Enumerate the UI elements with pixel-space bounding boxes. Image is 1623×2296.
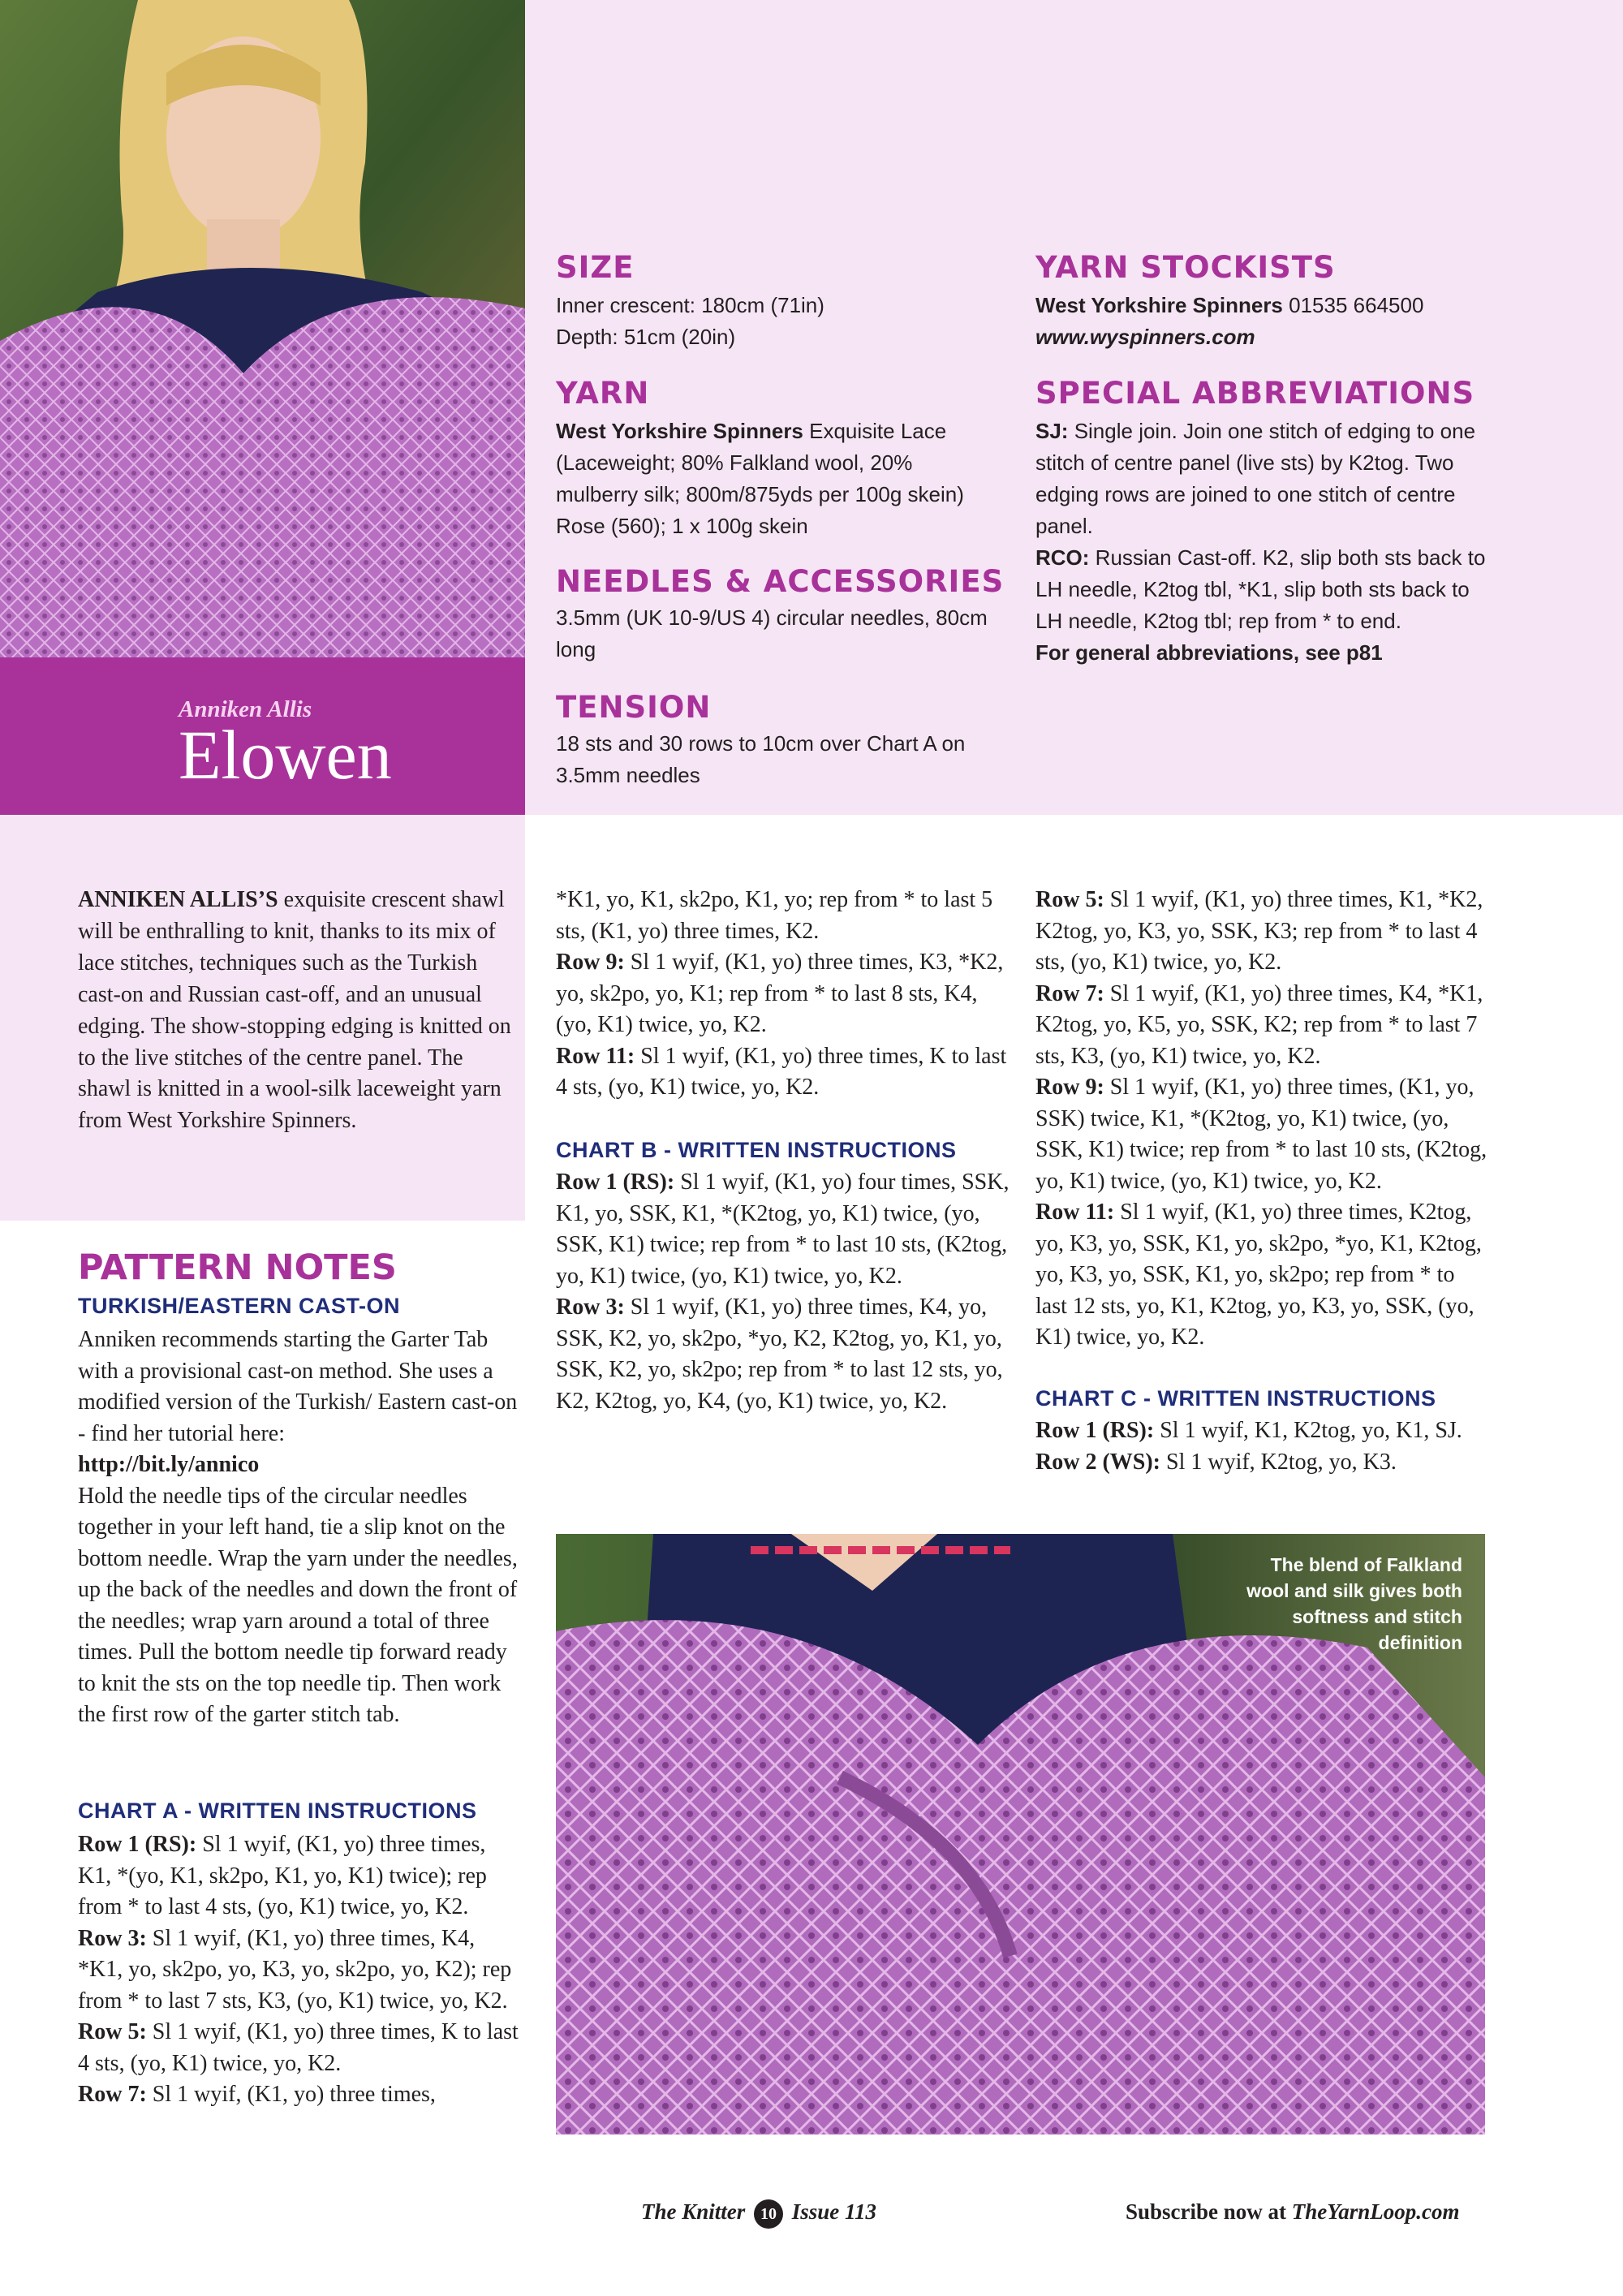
row-label: Row 1 (RS): (78, 1832, 197, 1857)
row-text: Sl 1 wyif, (K1, yo) three times, K4, *K1, yo, sk2po, yo, K3, yo, sk2po, yo, K2); rep from * to last 7 sts, K3, (yo, K1) twice, yo, K2. (78, 1925, 512, 2014)
chart-c-heading: CHART C - WRITTEN INSTRUCTIONS (1035, 1386, 1436, 1411)
caston-heading: TURKISH/EASTERN CAST-ON (78, 1294, 401, 1318)
row-label: Row 7: (78, 2082, 147, 2107)
row-text: Sl 1 wyif, (K1, yo) three times, K4, yo, SSK, K2, yo, sk2po, *yo, K2, K2tog, yo, K1, yo, SSK, K2, yo, sk2po; rep from * to last 12 sts, yo, K2, K2tog, yo, K4, (yo, K1) twice, yo, K2. (556, 1294, 1003, 1414)
size-line: Inner crescent: 180cm (71in) (556, 293, 824, 317)
photo-caption: The blend of Falkland wool and silk gives both softness and stitch definition (1246, 1554, 1462, 1653)
row-text: Sl 1 wyif, (K1, yo) four times, SSK, K1, yo, SSK, K1, *(K2tog, yo, K1) twice, (yo, SSK, K1) twice; rep from * to last 10 sts, (K2tog, yo, K1) twice, (yo, K1) twice, yo, K2. (556, 1170, 1010, 1289)
row-text: Sl 1 wyif, K2tog, yo, K3. (1160, 1449, 1397, 1475)
row-text: Sl 1 wyif, (K1, yo) three times, K4, *K1, K2tog, yo, K5, yo, SSK, K2; rep from * to last 7 sts, K3, (yo, K1) twice, yo, K2. (1035, 980, 1483, 1069)
stockist-phone: 01535 664500 (1282, 293, 1424, 317)
row-label: Row 1 (RS): (1035, 1418, 1155, 1443)
yarn-brand: West Yorkshire Spinners (556, 419, 803, 443)
row-label: Row 9: (556, 950, 625, 975)
caston-link[interactable]: http://bit.ly/annico (78, 1452, 260, 1477)
stockist-url[interactable]: www.wyspinners.com (1035, 325, 1255, 349)
needles-text: 3.5mm (UK 10-9/US 4) circular needles, 80cm long (556, 605, 988, 661)
row-label: Row 11: (556, 1043, 635, 1069)
row-text: Sl 1 wyif, (K1, yo) three times, K1, *(yo, K1, sk2po, K1, yo, K1) twice); rep from * to last 4 sts, (yo, K1) twice, yo, K2. (78, 1832, 487, 1919)
stockists-heading: YARN STOCKISTS (1035, 250, 1336, 285)
caston-paragraph: Anniken recommends starting the Garter Tab with a provisional cast-on method. She uses a modified version of the Turkish/ Eastern cast-on - find her tutorial here: (78, 1327, 518, 1446)
chart-b-heading: CHART B - WRITTEN INSTRUCTIONS (556, 1138, 957, 1162)
intro-text (78, 885, 516, 1137)
footer-issue (641, 2199, 876, 2229)
row-text: *K1, yo, K1, sk2po, K1, yo; rep from * to last 5 sts, (K1, yo) three times, K2. (556, 887, 993, 944)
tension-heading: TENSION (556, 690, 712, 725)
abbreviations-heading: SPECIAL ABBREVIATIONS (1035, 376, 1475, 411)
footer-subscribe (1126, 2199, 1460, 2225)
magazine-name: The Knitter (641, 2199, 746, 2225)
row-label: Row 5: (1035, 887, 1104, 912)
issue-number: Issue 113 (791, 2199, 877, 2225)
abbr-sj-label: SJ: (1035, 419, 1069, 443)
row-label: Row 7: (1035, 980, 1104, 1006)
row-text: Sl 1 wyif, (K1, yo) three times, K1, *K2, K2tog, yo, K3, yo, SSK, K3; rep from * to last 4 sts, (yo, K1) twice, yo, K2. (1035, 887, 1483, 975)
row-label: Row 9: (1035, 1075, 1104, 1100)
row-label: Row 1 (RS): (556, 1170, 675, 1195)
size-line: Depth: 51cm (20in) (556, 325, 736, 349)
pattern-notes-heading: PATTERN NOTES (78, 1247, 397, 1288)
stockists-text (1035, 290, 1490, 353)
row-text: Sl 1 wyif, (K1, yo) three times, K2tog, yo, K3, yo, SSK, K1, yo, sk2po, *yo, K1, K2tog, yo, K3, yo, SSK, K1, yo, sk2po; rep from * to last 12 sts, yo, K1, K2tog, yo, K3, yo, SSK, (yo, K1) twice, yo, K2. (1035, 1200, 1482, 1350)
row-label: Row 3: (556, 1294, 625, 1320)
subscribe-link[interactable]: TheYarnLoop.com (1291, 2199, 1460, 2224)
page-number: 10 (754, 2199, 783, 2229)
row-text: Sl 1 wyif, K1, K2tog, yo, K1, SJ. (1154, 1418, 1462, 1443)
intro-body: exquisite crescent shawl will be enthralling to knit, thanks to its mix of lace stitches, techniques such as the Turkish cast-on and Russian cast-off, and an unusual edging. The show-stopping edging is knitted on to the live stitches of the centre panel. The shawl is knitted in a wool-silk laceweight yarn from West Yorkshire Spinners. (78, 887, 511, 1134)
row-text: Sl 1 wyif, (K1, yo) three times, K to last 4 sts, (yo, K1) twice, yo, K2. (556, 1043, 1007, 1100)
chart-b-continued (1035, 885, 1490, 1354)
abbr-rco-label: RCO: (1035, 545, 1090, 570)
chart-a-continued (556, 885, 1010, 1104)
abbreviations-text (1035, 416, 1490, 669)
abbr-sj-text: Single join. Join one stitch of edging to one stitch of centre panel (live sts) by K2tog. Two edging rows are joined to one stitch of centre panel. (1035, 419, 1476, 538)
cover-photo-illustration (0, 0, 525, 657)
chart-b-text (556, 1167, 1010, 1417)
chart-a-heading: CHART A - WRITTEN INSTRUCTIONS (78, 1798, 477, 1823)
row-label: Row 5: (78, 2019, 147, 2044)
row-text: Sl 1 wyif, (K1, yo) three times, K3, *K2, yo, sk2po, yo, K1; rep from * to last 8 sts, K4, (yo, K1) twice, yo, K2. (556, 950, 1004, 1037)
row-text: Sl 1 wyif, (K1, yo) three times, (K1, yo, SSK) twice, K1, *(K2tog, yo, K1) twice, (yo, SSK, K1) twice; rep from * to last 10 sts, (K2tog, yo, K1) twice, (yo, K1) twice, yo, K2. (1035, 1075, 1487, 1194)
abbr-rco-text: Russian Cast-off. K2, slip both sts back to LH needle, K2tog tbl, *K1, slip both sts back to LH needle, K2tog tbl; rep from * to end. (1035, 545, 1486, 633)
caston-paragraph: Hold the needle tips of the circular needles together in your left hand, tie a slip knot on the bottom needle. Wrap the yarn under the needles, up the back of the needles and down the front of the needles; wrap yarn around a total of three times. Pull the bottom needle tip forward ready to knit the sts on the top needle tip. Then work the first row of the garter stitch tab. (78, 1483, 518, 1727)
row-text: Sl 1 wyif, (K1, yo) three times, (146, 2082, 436, 2107)
designer-byline: Anniken Allis (179, 696, 312, 722)
chart-a-text (78, 1829, 524, 2111)
yarn-text (556, 416, 998, 542)
size-text (556, 290, 1010, 353)
row-label: Row 11: (1035, 1200, 1115, 1225)
row-label: Row 3: (78, 1925, 147, 1951)
yarn-heading: YARN (556, 376, 650, 411)
size-heading: SIZE (556, 250, 635, 285)
abbr-general: For general abbreviations, see p81 (1035, 640, 1383, 665)
yarn-details: Exquisite Lace (Laceweight; 80% Falkland wool, 20% mulberry silk; 800m/875yds per 100g skein) Rose (560); 1 x 100g skein (556, 419, 964, 538)
pattern-title: Elowen (179, 716, 392, 794)
cover-photo (0, 0, 525, 657)
needles-heading: NEEDLES & ACCESSORIES (556, 564, 1005, 599)
caston-text (78, 1325, 524, 1731)
tension-text: 18 sts and 30 rows to 10cm over Chart A on 3.5mm needles (556, 731, 966, 787)
subscribe-text: Subscribe now at (1126, 2199, 1292, 2224)
chart-c-text (1035, 1415, 1490, 1478)
intro-lead: ANNIKEN ALLIS’S (78, 887, 278, 912)
row-text: Sl 1 wyif, (K1, yo) three times, K to last 4 sts, (yo, K1) twice, yo, K2. (78, 2019, 519, 2076)
row-label: Row 2 (WS): (1035, 1449, 1160, 1475)
stockist-name: West Yorkshire Spinners (1035, 293, 1283, 317)
